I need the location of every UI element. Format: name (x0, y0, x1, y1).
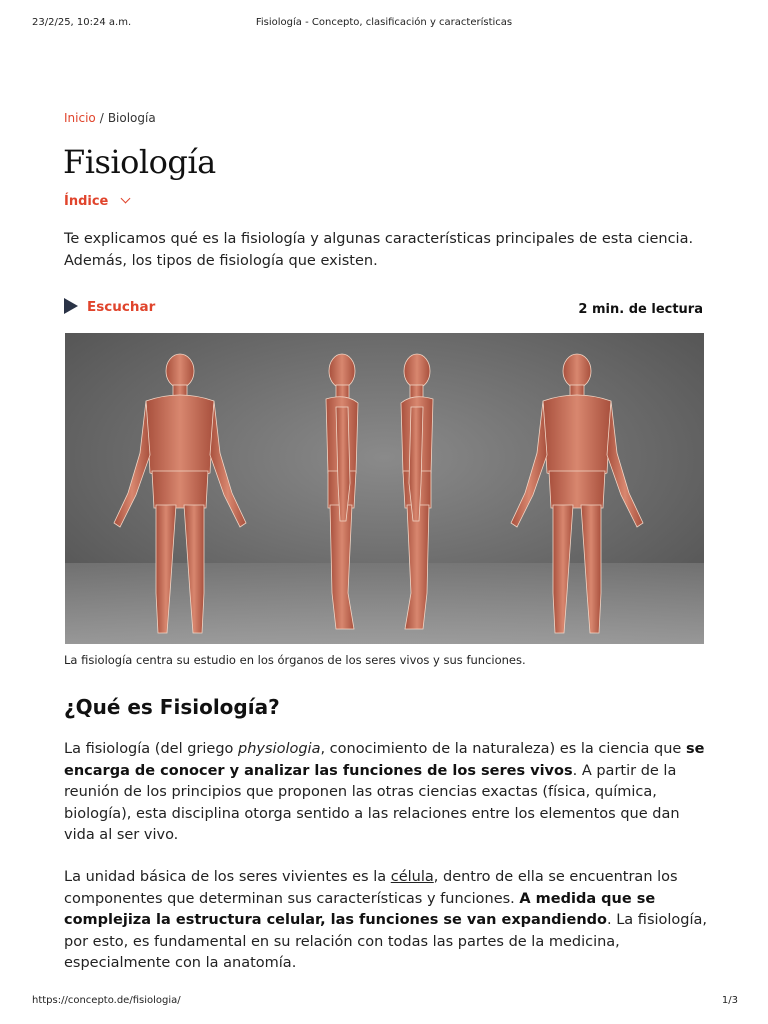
text-span: La fisiología (del griego (64, 741, 239, 757)
print-title: Fisiología - Concepto, clasificación y características (255, 17, 513, 28)
breadcrumb-current[interactable]: Biología (107, 111, 156, 125)
breadcrumb-separator: / (99, 111, 104, 125)
text-span: . A partir de la reunión de los principios que proponen las otras ciencias exactas (física, química, biología), esta disciplina otorga sentido a las relaciones entre los elementos que dan vida al ser vivo. (64, 762, 680, 843)
text-span: La unidad básica de los seres vivientes es la (64, 869, 391, 885)
breadcrumb-home-link[interactable]: Inicio (64, 111, 96, 125)
index-toggle[interactable] (64, 194, 129, 209)
chevron-down-icon (121, 194, 131, 204)
page-title: Fisiología (63, 143, 216, 181)
read-time: 2 min. de lectura (578, 302, 703, 317)
image-caption: La fisiología centra su estudio en los órganos de los seres vivos y sus funciones. (64, 653, 526, 667)
play-icon (64, 298, 78, 314)
index-label: Índice (64, 194, 109, 209)
listen-button[interactable] (64, 298, 155, 315)
section-heading: ¿Qué es Fisiología? (64, 695, 280, 719)
bold-text: se encarga de conocer y analizar las funciones de los seres vivos (64, 741, 705, 779)
print-date: 23/2/25, 10:24 a.m. (32, 17, 132, 28)
text-span: . La fisiología, por esto, es fundamental en su relación con todas las partes de la medicina, especialmente con la anatomía. (64, 912, 708, 971)
listen-label: Escuchar (87, 299, 156, 315)
page-number: 1/3 (721, 995, 738, 1006)
italic-term: physiologia (238, 741, 321, 757)
celula-link[interactable]: célula (390, 869, 434, 885)
text-span: , dentro de ella se encuentran los componentes que determinan sus características y funciones. (64, 869, 678, 907)
paragraph-definition (64, 739, 712, 847)
intro-text: Te explicamos qué es la fisiología y algunas características principales de esta ciencia. Además, los tipos de fisiología que existen. (64, 231, 694, 269)
paragraph-cell (64, 867, 712, 975)
text-span: , conocimiento de la naturaleza) es la ciencia que (320, 741, 686, 757)
print-url[interactable]: https://concepto.de/fisiologia/ (32, 995, 181, 1006)
print-header (0, 17, 768, 31)
anatomy-figures-image (65, 333, 704, 644)
bold-text: A medida que se complejiza la estructura celular, las funciones se van expandiendo (64, 890, 656, 928)
breadcrumb (64, 111, 156, 125)
